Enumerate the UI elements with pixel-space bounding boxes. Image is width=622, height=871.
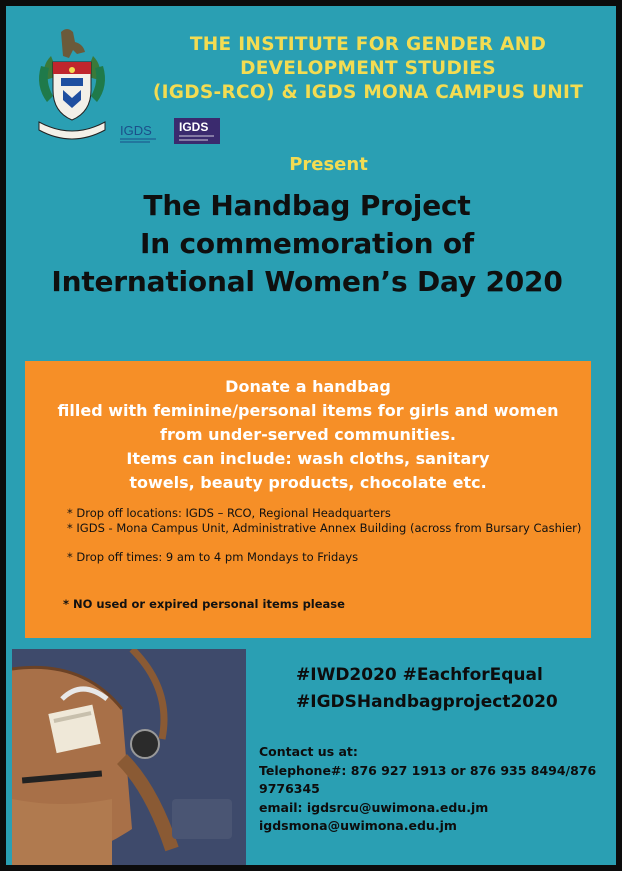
donate-line-5: towels, beauty products, chocolate etc. — [129, 473, 487, 492]
igds-logo-text: IGDS — [120, 123, 152, 138]
contact-info — [259, 743, 596, 836]
igds-mona-logo-text: IGDS — [179, 120, 209, 134]
university-crest-logo — [31, 26, 113, 144]
hashtag-line-2: #IGDSHandbagproject2020 — [296, 692, 558, 712]
contact-telephone-2: 9776345 — [259, 781, 320, 796]
handbag-photo — [12, 649, 246, 865]
drop-off-location-2: * IGDS - Mona Campus Unit, Administrative Annex Building (across from Bursary Cashier) — [67, 521, 582, 535]
donate-line-2: filled with feminine/personal items for girls and women — [57, 401, 559, 420]
drop-off-location-1: * Drop off locations: IGDS – RCO, Regional Headquarters — [67, 506, 391, 520]
donate-line-4: Items can include: wash cloths, sanitary — [126, 449, 490, 468]
org-line-3: (IGDS-RCO) & IGDS MONA CAMPUS UNIT — [152, 82, 584, 103]
donate-line-1: Donate a handbag — [225, 377, 391, 396]
title-line-3: International Women’s Day 2020 — [51, 265, 563, 298]
organization-name — [118, 33, 618, 105]
contact-heading: Contact us at: — [259, 744, 358, 759]
contact-email-1[interactable]: email: igdsrcu@uwimona.edu.jm — [259, 799, 489, 815]
present-label: Present — [289, 154, 368, 175]
org-line-2: DEVELOPMENT STUDIES — [240, 58, 496, 79]
donate-text — [25, 375, 591, 495]
igds-logo — [116, 119, 162, 145]
event-title — [14, 187, 600, 301]
title-line-1: The Handbag Project — [143, 189, 471, 222]
hashtag-line-1: #IWD2020 #EachforEqual — [296, 665, 543, 685]
donate-line-3: from under-served communities. — [160, 425, 456, 444]
hashtags — [296, 662, 558, 716]
igds-mona-logo — [174, 118, 220, 144]
donation-info-panel — [25, 361, 591, 638]
drop-off-times: * Drop off times: 9 am to 4 pm Mondays to Fridays — [67, 550, 359, 564]
no-used-items-note: * NO used or expired personal items please — [63, 597, 345, 611]
contact-telephone: Telephone#: 876 927 1913 or 876 935 8494/876 — [259, 762, 597, 778]
title-line-2: In commemoration of — [140, 227, 474, 260]
org-line-1: THE INSTITUTE FOR GENDER AND — [189, 34, 547, 55]
contact-email-2[interactable]: igdsmona@uwimona.edu.jm — [259, 818, 457, 833]
